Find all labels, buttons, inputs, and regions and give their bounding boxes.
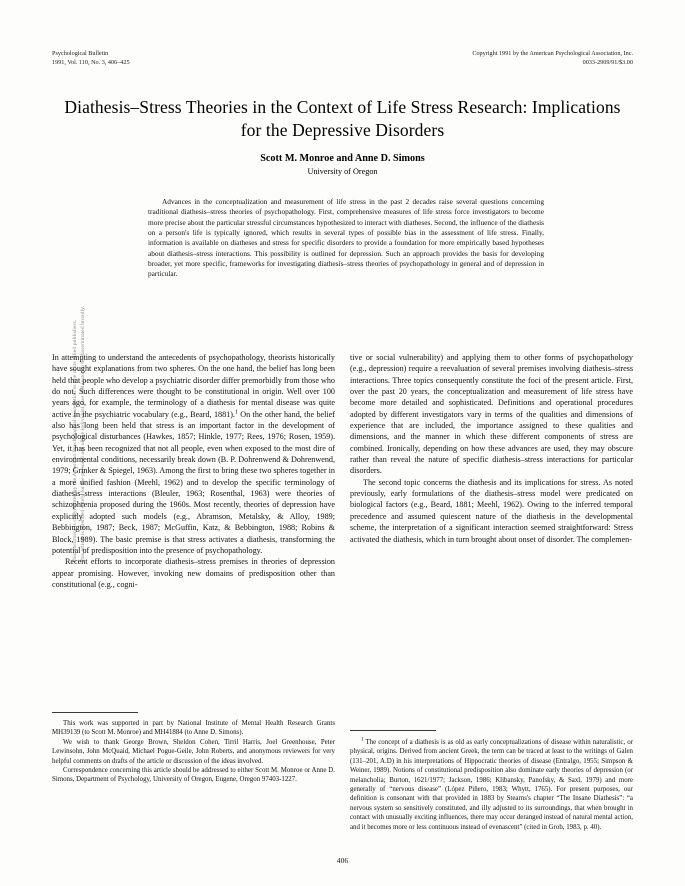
- paragraph: tive or social vulnerability) and applying them to other forms of psychopathology (e.g., depression) require a reevaluation of several premises involving diathesis–stress interactions. Three topics consequently constitute the foci of the present article. First, over the past 20 years, the conceptualization and measurement of life stress have become more detailed and sophisticated. Definitions and operational procedures adopted by different investigators vary in terms of the qualities and dimensions of experience that are included, the importance assigned to these qualities and dimensions, and the manner in which these different components of stress are combined. Ironically, depending on how these advances are used, they may obscure rather than reveal the nature of specific diathesis–stress interactions for particular disorders.: [350, 353, 633, 476]
- affiliation: University of Oregon: [307, 167, 378, 176]
- author-list: Scott M. Monroe and Anne D. Simons: [260, 153, 425, 164]
- body-column-left: [52, 352, 335, 590]
- acknowledgments-footnote: [52, 719, 335, 785]
- paragraph: The second topic concerns the diathesis and its implications for stress. As noted previously, early formulations of the diathesis–stress model were predicated on biological factors (e.g., Beard, 1881; Meehl, 1962). Owing to the inferred temporal precedence and assumed quiescent nature of the diathesis in the developmental scheme, the interpretation of a significant interaction seemed straightforward: Stress activated the diathesis, which in turn brought about onset of disorder. The complemen-: [350, 477, 633, 544]
- page-number: 406: [336, 856, 349, 865]
- journal-volume-pages: 1991, Vol. 110, No. 3, 406–425: [52, 58, 130, 66]
- footnote-text: The concept of a diathesis is as old as early conceptualizations of disease within naturalistic, or physical, origins. Derived from ancient Greek, the term can be traced at least to the writings of Galen (131–201, A.D) in his interpretations of Hippocratic theories of disease (Entralgo, 1955; Simpson & Weiner, 1989). Notions of constitutional predisposition also dominate early theories of depression (or melancholia; Burton, 1621/1977; Jackson, 1986; Klibansky, Panofsky, & Saxl, 1979) and more generally of “nervous disease” (López Piñero, 1983; Whytt, 1765). For present purposes, our definition is consonant with that provided in 1883 by Stearns's chapter “The Insane Diathesis”: “a nervous system so sensitively constituted, and illy adjusted to its surroundings, that when brought in contact with unusually exciting influences, there may occur deranged instead of natural mental action, and it becomes more or less continuous instead of evenascent” (cited in Grob, 1983, p. 40).: [350, 739, 633, 831]
- footnote-paragraph: [350, 738, 633, 832]
- footnote-paragraph: This work was supported in part by National Institute of Mental Health Research Grants MH39139 (to Scott M. Monroe) and MH41884 (to Anne D. Simons).: [52, 720, 335, 737]
- footnote-rule-left: [52, 712, 138, 713]
- copyright-margin-notice-line-1: This document is copyrighted by the American Psychological Association or one of its allied publishers.: [71, 319, 78, 564]
- footnote-rule-right: [350, 730, 436, 731]
- paragraph-text-cont: On the other hand, the belief also has long been held that stress is an important factor in the development of psychological disturbances (Hawkes, 1857; Hinkle, 1977; Rees, 1976; Rosen, 1959). Yet, it has been recognized that not all people, even when exposed to the most dire of environmental conditions, necessarily break down (B. P. Dohrenwend & Dohrenwend, 1979; Grinker & Spiegel, 1963). Among the first to bring these two spheres together in a more unified fashion (Meehl, 1962) and to develop the specific terminology of diathesis–stress interactions (Bleuler, 1963; Rosenthal, 1963) were theories of schizophrenia proposed during the 1960s. Most recently, theories of depression have explicitly adopted such models (e.g., Abramson, Metalsky, & Alloy, 1989; Bebbington, 1987; Beck, 1987; McGuffin, Katz, & Bebbington, 1988; Robins & Block, 1989). The basic premise is that stress activates a diathesis, transforming the potential of predisposition into the presence of psychopathology.: [52, 409, 335, 555]
- paragraph: Recent efforts to incorporate diathesis–stress premises in theories of depression appear promising. However, invoking new domains of predisposition other than constitutional (e.g., cogni-: [52, 557, 335, 589]
- paragraph-text: In attempting to understand the antecedents of psychopathology, theorists historically have sought explanations from two spheres. On the one hand, the belief has long been held that people who develop a psychiatric disorder differ premorbidly from those who do not. Such differences were thought to be constitutional in origin. Well over 100 years ago, for example, the terminology of a diathesis for mental disease was quite active in the psychiatric vocabulary (e.g., Beard, 1881).: [52, 353, 335, 419]
- footnote-marker[interactable]: 1: [234, 409, 238, 415]
- numbered-footnote: [350, 738, 633, 832]
- journal-citation: [52, 50, 130, 67]
- page-title: Diathesis–Stress Theories in the Context of Life Stress Research: Implications for the Depressive Disorders: [64, 97, 621, 140]
- running-head: [52, 50, 633, 67]
- body-column-right: [350, 352, 633, 545]
- copyright-margin-notice-line-2: This article is intended solely for the personal use of the individual user and is not to be disseminated broadly.: [80, 305, 86, 564]
- issn-price-line: 0033-2909/91/$3.00: [582, 58, 633, 66]
- paragraph: [52, 352, 335, 556]
- footnote-number: 1: [361, 737, 364, 743]
- copyright-block: [472, 50, 633, 67]
- abstract: Advances in the conceptualization and measurement of life stress in the past 2 decades raise several questions concerning traditional diathesis–stress theories of psychopathology. First, comprehensive measures of life stress force investigators to become more precise about the particular stressful circumstances hypothesized to interact with diatheses. Second, the influence of the diathesis on a person's life is typically ignored, which results in several types of possible bias in the assessment of life stress. Finally, information is available on diatheses and stress for specific disorders to provide a foundation for more empirically based hypotheses about diathesis–stress interactions. This possibility is outlined for depression. Such an approach provides the basis for developing broader, yet more specific, frameworks for investigating diathesis–stress theories of psychopathology in general and of depression in particular.: [148, 197, 544, 279]
- footnote-paragraph: Correspondence concerning this article should be addressed to either Scott M. Monroe or Anne D. Simons, Department of Psychology, University of Oregon, Eugene, Oregon 97403-1227.: [52, 767, 335, 784]
- copyright-line: Copyright 1991 by the American Psychological Association, Inc.: [472, 50, 633, 57]
- footnote-paragraph: We wish to thank George Brown, Sheldon Cohen, Tirril Harris, Joel Greenhouse, Peter Lewinsohn, John McQuaid, Michael Pogue-Geile, John Roberts, and anonymous reviewers for very helpful comments on drafts of the article or discussion of the ideas involved.: [52, 738, 335, 765]
- journal-name: Psychological Bulletin: [52, 50, 109, 57]
